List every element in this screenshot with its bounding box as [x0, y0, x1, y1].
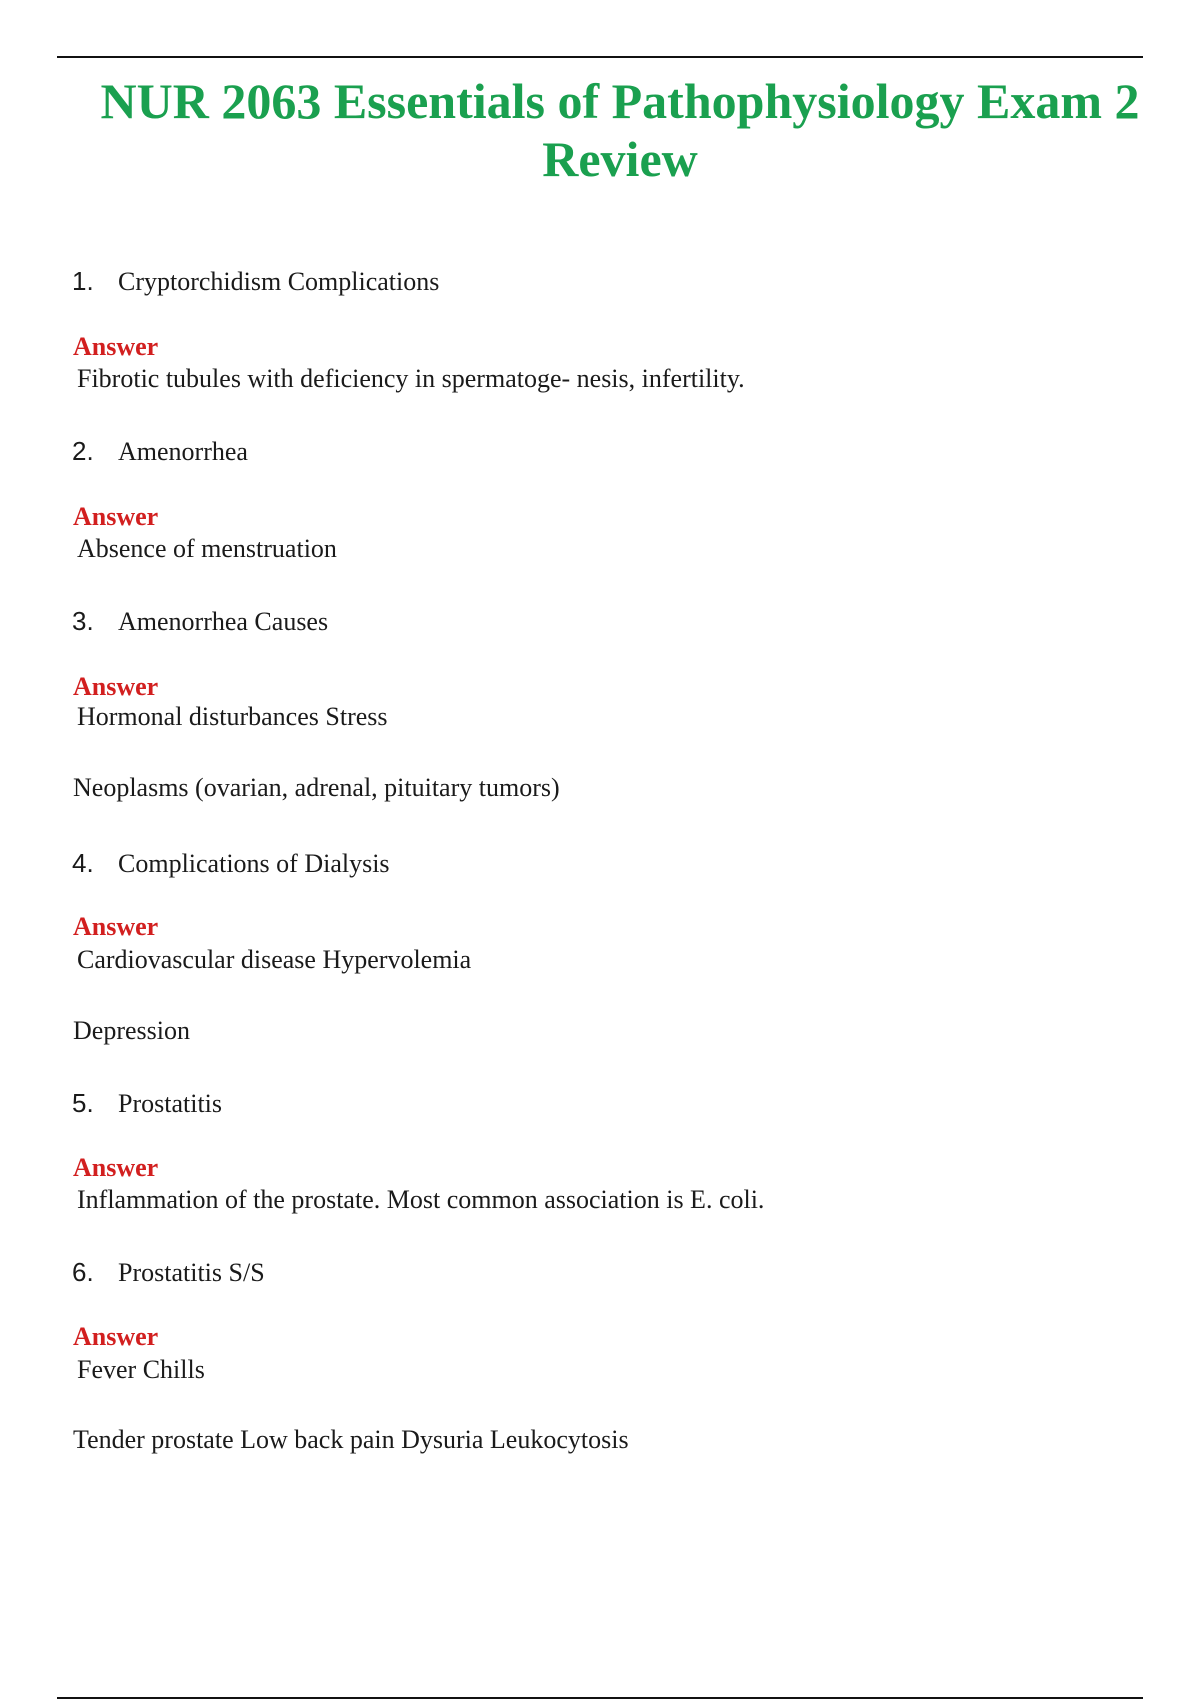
question-text: Cryptorchidism Complications — [118, 267, 440, 296]
answer-label: Answer — [73, 912, 159, 941]
answer-label: Answer — [73, 1153, 159, 1182]
question-item — [72, 604, 328, 639]
answer-text: Hormonal disturbances Stress — [77, 702, 388, 731]
answer-text: Absence of menstruation — [77, 534, 337, 563]
page-title: NUR 2063 Essentials of Pathophysiology Exam 2 Review — [100, 73, 1140, 187]
question-text: Complications of Dialysis — [118, 849, 390, 878]
answer-continuation: Tender prostate Low back pain Dysuria Leukocytosis — [73, 1425, 629, 1454]
question-item — [72, 434, 248, 469]
answer-label: Answer — [73, 502, 159, 531]
answer-label: Answer — [73, 672, 159, 701]
question-number: 3. — [72, 606, 94, 636]
answer-text: Inflammation of the prostate. Most common association is E. coli. — [77, 1185, 765, 1214]
answer-text: Fibrotic tubules with deficiency in spermatoge- nesis, infertility. — [77, 364, 745, 393]
question-text: Prostatitis S/S — [118, 1258, 265, 1287]
answer-continuation: Neoplasms (ovarian, adrenal, pituitary tumors) — [73, 773, 560, 802]
question-number: 2. — [72, 436, 94, 466]
question-text: Amenorrhea Causes — [118, 607, 329, 636]
question-number: 4. — [72, 848, 94, 878]
question-text: Amenorrhea — [118, 437, 248, 466]
answer-continuation: Depression — [73, 1016, 190, 1045]
question-item — [72, 1086, 222, 1121]
answer-label: Answer — [73, 332, 159, 361]
question-number: 6. — [72, 1257, 94, 1287]
question-item — [72, 1255, 265, 1290]
question-number: 1. — [72, 266, 94, 296]
question-item — [72, 264, 439, 299]
question-text: Prostatitis — [118, 1089, 223, 1118]
answer-label: Answer — [73, 1322, 159, 1351]
question-item — [72, 846, 390, 881]
question-number: 5. — [72, 1088, 94, 1118]
bottom-divider — [57, 1697, 1143, 1699]
answer-text: Fever Chills — [77, 1355, 205, 1384]
answer-text: Cardiovascular disease Hypervolemia — [77, 945, 472, 974]
